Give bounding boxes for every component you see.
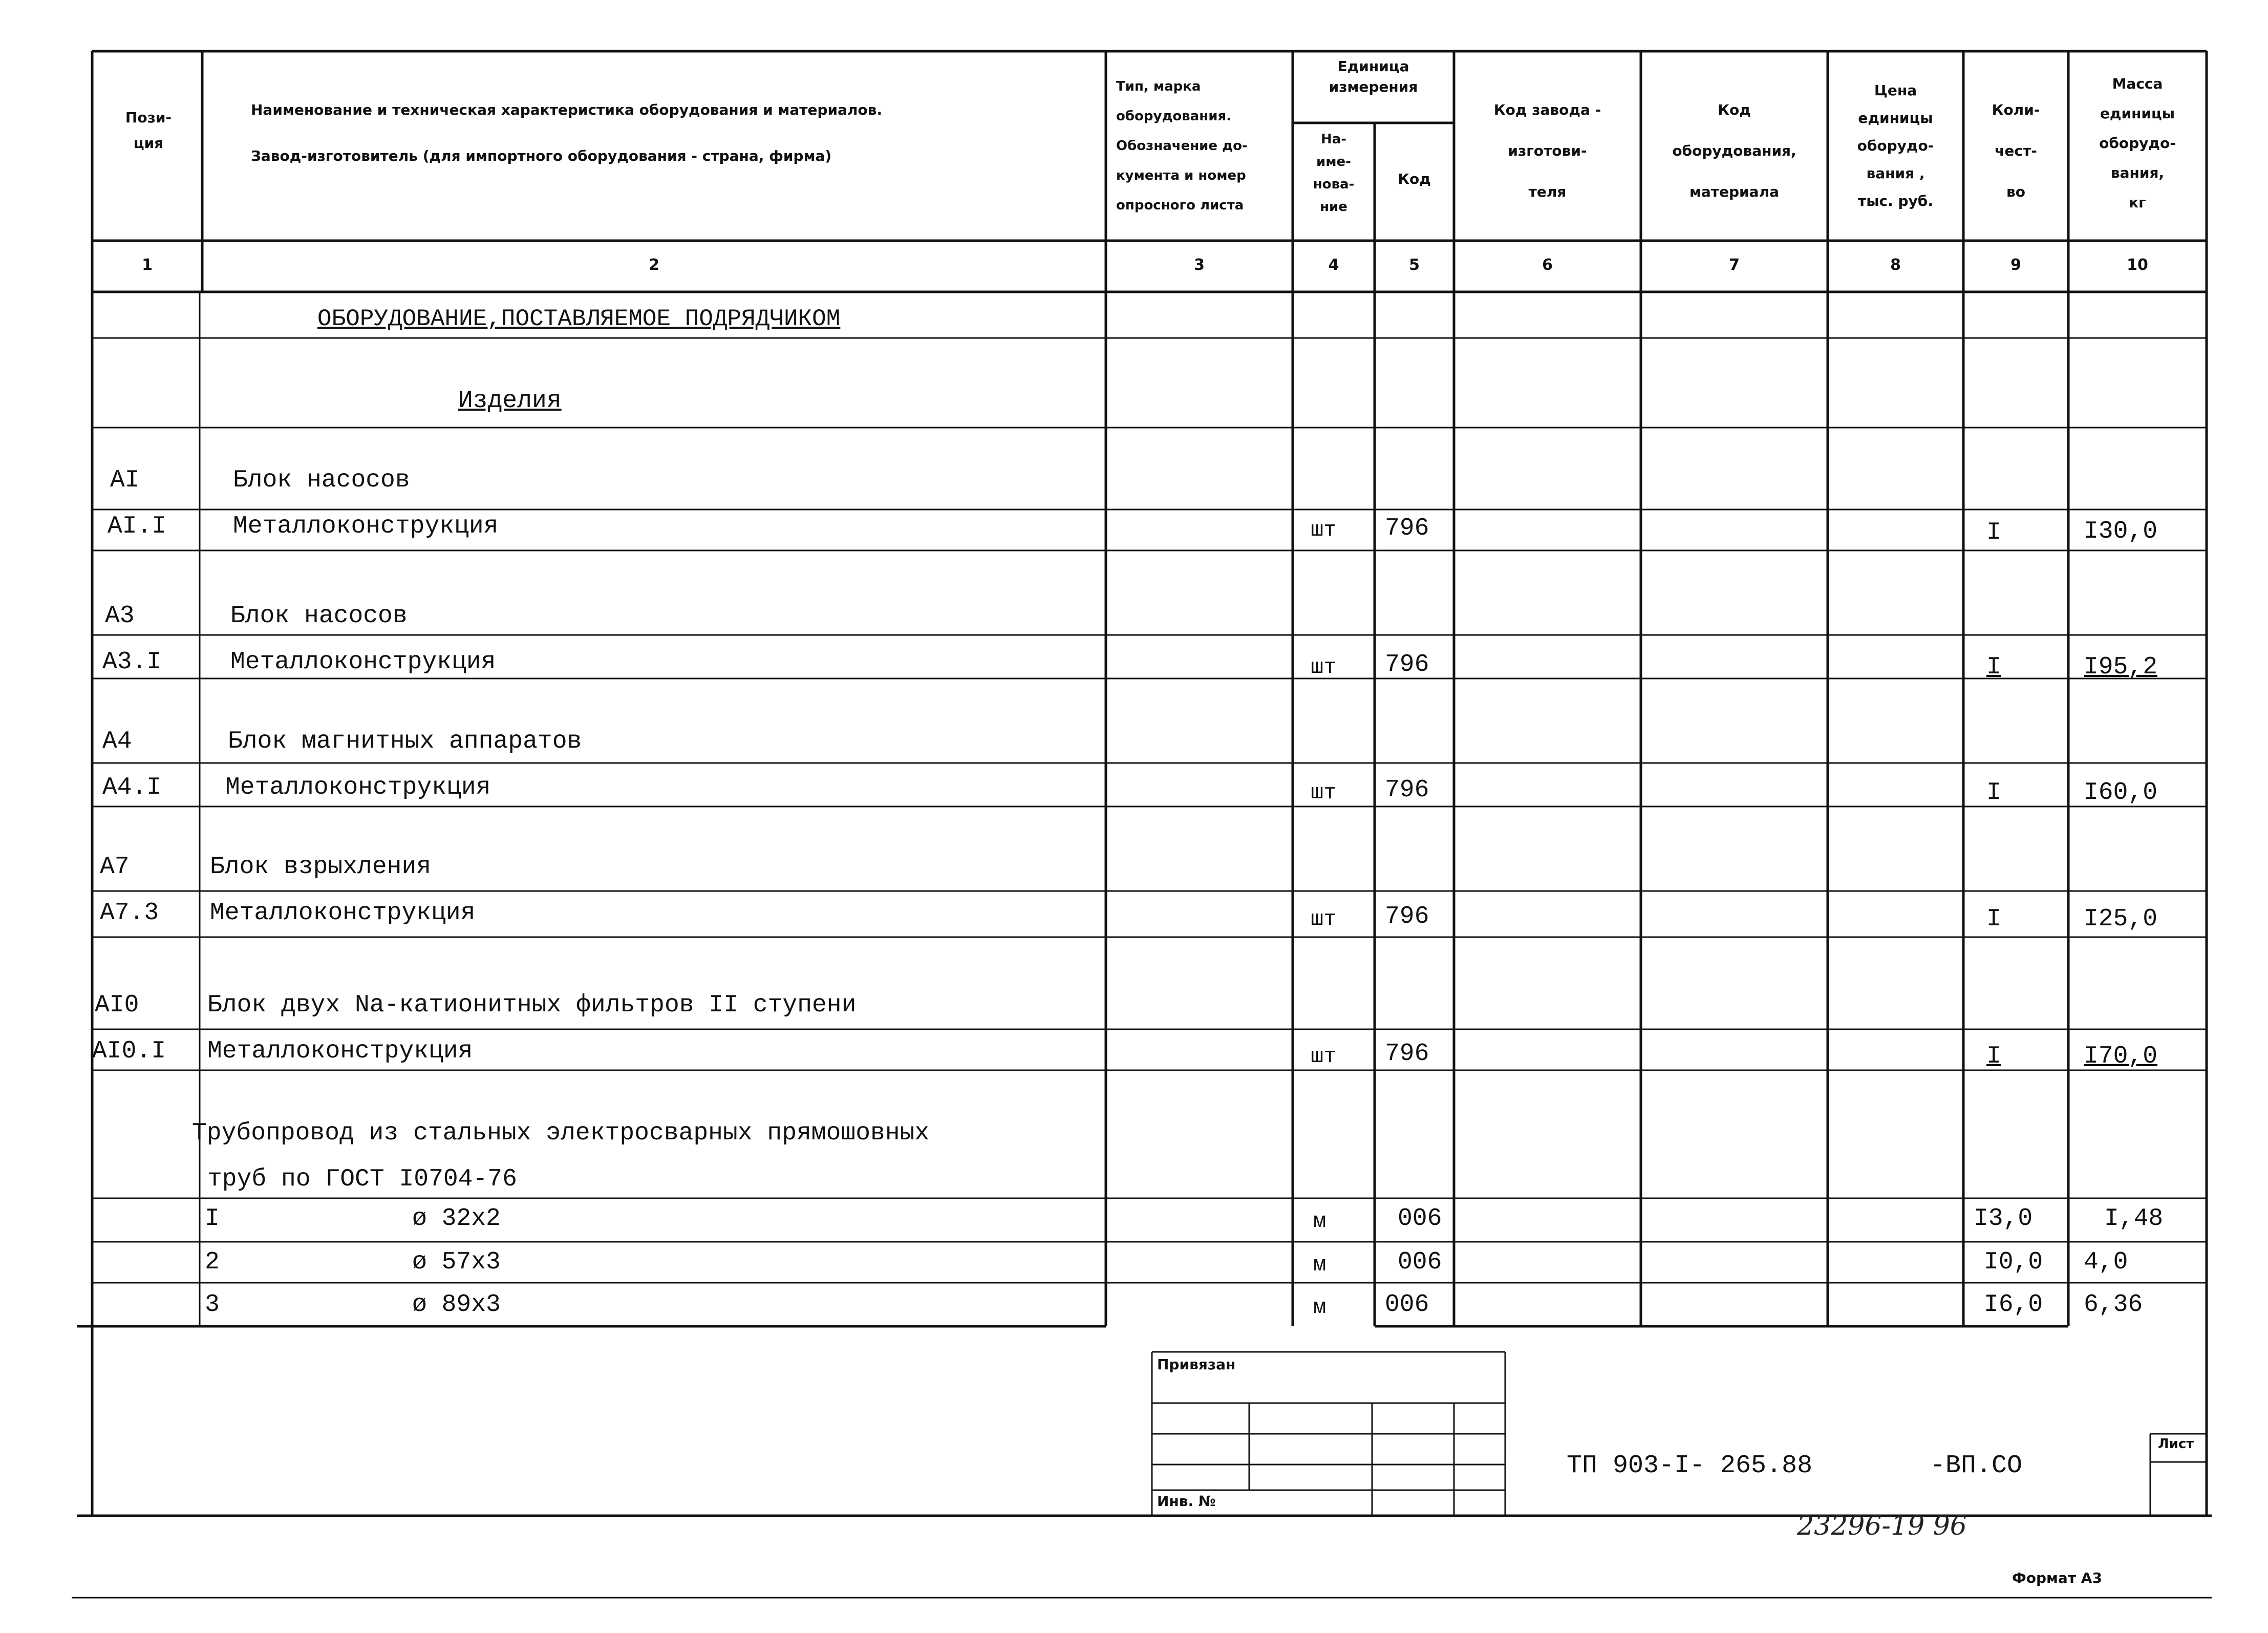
row-name: Металлоконструкция [210,899,476,927]
row-mass: I60,0 [2084,779,2158,807]
document-suffix: -ВП.СО [1930,1451,2023,1480]
row-name: Блок насосов [230,602,408,630]
header-unit: Единица измерения [1329,58,1418,95]
archive-number: 23296-19 96 [1797,1511,1967,1541]
row-mass: 6,36 [2084,1291,2143,1319]
row-unit: шт [1311,518,1337,542]
row-name: Металлоконструкция [225,774,491,801]
row-mass: 4,0 [2084,1248,2128,1276]
header-col7: Код оборудования, материала [1672,101,1796,200]
bound-label: Привязан [1157,1356,1236,1373]
row-quantity: I [1986,519,2001,546]
sheet-label: Лист [2158,1436,2194,1452]
row-name: Блок насосов [233,466,410,494]
row-unit: шт [1311,655,1337,680]
pipe-row-number: I [205,1205,220,1233]
pipe-row-size: ø 32x2 [412,1205,501,1233]
header-col9: Коли- чест- во [1992,101,2040,200]
row-unit: м [1313,1295,1326,1320]
column-number: 6 [1542,256,1553,274]
row-position: АI0 [95,991,139,1019]
column-number: 5 [1409,256,1420,274]
row-unit: м [1313,1253,1326,1277]
header-col10: Масса единицы оборудо- вания, кг [2099,75,2176,211]
header-col6: Код завода - изготови- теля [1493,101,1601,200]
row-quantity: I0,0 [1984,1248,2043,1276]
header-unit-code: Код [1398,171,1431,187]
row-unit-code: 006 [1398,1205,1442,1233]
row-position: А4 [102,728,132,755]
subsection-heading: Изделия [458,387,562,415]
row-position: АI [110,466,140,494]
format-label: Формат А3 [2012,1570,2102,1586]
header-col2: Наименование и техническая характеристика оборудования и материалов. [251,101,883,118]
row-mass: I25,0 [2084,905,2158,933]
document-code: ТП 903-I- 265.88 [1567,1451,1813,1480]
row-unit: шт [1311,780,1337,805]
pipe-row-size: ø 57x3 [412,1248,501,1276]
pipe-row-number: 2 [205,1248,220,1276]
column-number: 8 [1890,256,1901,274]
row-unit: шт [1311,907,1337,931]
row-position: АI.I [108,513,167,540]
inventory-number-label: Инв. № [1157,1493,1216,1510]
row-name: Блок двух Na-катионитных фильтров II ступени [207,991,857,1019]
row-unit-code: 006 [1385,1291,1429,1319]
row-unit-code: 796 [1385,1040,1429,1068]
row-unit-code: 006 [1398,1248,1442,1276]
row-name: Металлоконструкция [230,648,496,676]
row-quantity: I3,0 [1974,1205,2033,1233]
row-position: АI0.I [92,1037,166,1065]
header-col2-cont: Завод-изготовитель (для импортного оборудования - страна, фирма) [251,147,832,164]
row-mass: I,48 [2104,1205,2164,1233]
row-mass: I70,0 [2084,1043,2158,1070]
row-quantity: I [1986,779,2001,807]
row-name: Блок взрыхления [210,853,432,881]
column-number: 4 [1328,256,1339,274]
row-mass: I30,0 [2084,518,2158,545]
row-quantity: I [1986,653,2001,681]
row-position: А7 [100,853,130,881]
row-name: Металлоконструкция [207,1037,473,1065]
column-number: 9 [2010,256,2021,274]
row-unit-code: 796 [1385,903,1429,930]
row-quantity: I6,0 [1984,1291,2043,1319]
pipeline-title: Трубопровод из стальных электросварных прямошовных [192,1119,930,1147]
column-number: 3 [1194,256,1205,274]
section-heading: ОБОРУДОВАНИЕ,ПОСТАВЛЯЕМОЕ ПОДРЯДЧИКОМ [317,306,841,332]
row-position: А3.I [102,648,162,676]
header-col3: Тип, марка оборудования. Обозначение до- кумента и номер опросного листа [1116,79,1248,213]
pipe-row-size: ø 89x3 [412,1291,501,1319]
row-quantity: I [1986,905,2001,933]
header-col1-cont: ция [133,135,164,152]
row-name: Металлоконструкция [233,513,499,540]
column-number: 10 [2127,256,2148,274]
header-col8: Цена единицы оборудо- вания , тыс. руб. [1857,82,1934,209]
header-col1: Пози- [125,109,172,126]
column-number: 1 [142,256,153,274]
pipeline-title-cont: труб по ГОСТ I0704-76 [207,1165,517,1193]
header-unit-name: На- име- нова- ние [1313,132,1355,215]
row-unit-code: 796 [1385,776,1429,804]
row-unit: м [1313,1209,1326,1234]
row-position: А7.3 [100,899,159,927]
row-position: А4.I [102,774,162,801]
row-quantity: I [1986,1043,2001,1070]
column-number: 2 [649,256,659,274]
row-unit: шт [1311,1044,1337,1069]
pipe-row-number: 3 [205,1291,220,1319]
row-mass: I95,2 [2084,653,2158,681]
row-unit-code: 796 [1385,515,1429,542]
row-position: А3 [105,602,135,630]
row-name: Блок магнитных аппаратов [228,728,582,755]
column-number: 7 [1729,256,1740,274]
row-unit-code: 796 [1385,651,1429,678]
